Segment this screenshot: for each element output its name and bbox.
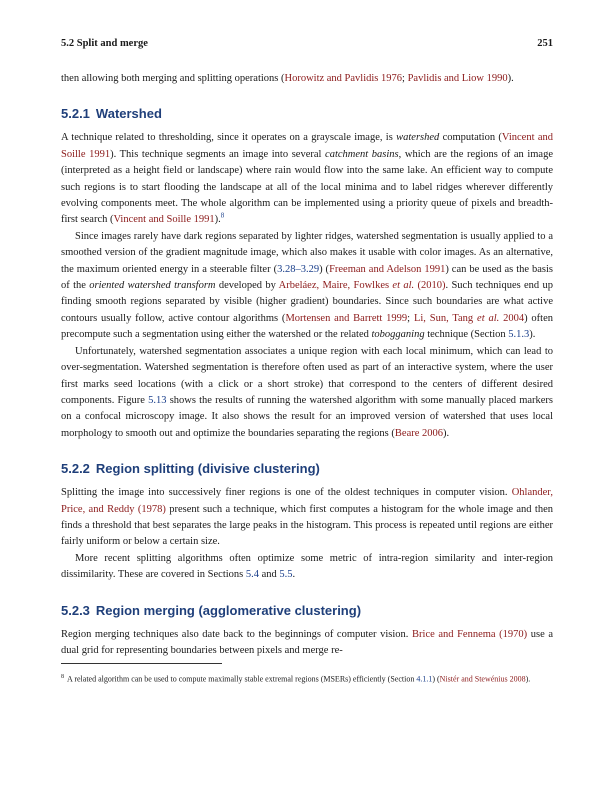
citation-link[interactable]: Arbeláez, Maire, Fowlkes et al. (2010) bbox=[278, 280, 446, 292]
splitting-paragraph-2: More recent splitting algorithms often optimize some metric of intra-region similarity and inter-region dissimilarity. These are covered in Sections 5.4 and 5.5. bbox=[61, 552, 553, 581]
section-link[interactable]: 5.5 bbox=[279, 569, 293, 581]
citation-link[interactable]: Horowitz and Pavlidis 1976 bbox=[284, 73, 403, 84]
figure-link[interactable]: 5.13 bbox=[148, 394, 167, 406]
watershed-paragraph-2: Since images rarely have dark regions separated by lighter ridges, watershed segmentation is usually applied to a smoothed version of the gradient magnitude image, which also makes it usable with color images. As an alternative, the maximum oriented energy in a steerable filter (3.28–3.29) (Freeman and Adelson 1991) can be used as the basis of the oriented watershed transform developed by Arbeláez, Maire, Fowlkes et al. (2010). Such techniques end up finding smooth regions separated by visible (higher gradient) boundaries. Since such boundaries are what active contours usually follow, active contour algorithms (Mortensen and Barrett 1999; Li, Sun, Tang et al. 2004) often precompute such a segmentation using either the watershed or the related tobogganing technique (Section 5.1.3). bbox=[61, 230, 554, 341]
page-number: 251 bbox=[537, 38, 553, 49]
citation-link[interactable]: Freeman and Adelson 1991 bbox=[329, 263, 446, 275]
citation-link[interactable]: Mortensen and Barrett 1999 bbox=[285, 312, 408, 324]
citation-link[interactable]: Nistér and Stewénius 2008 bbox=[439, 675, 526, 685]
footnote-mark: 8 bbox=[61, 674, 64, 681]
watershed-paragraph-1: A technique related to thresholding, since it operates on a grayscale image, is watershed computation (Vincent and Soille 1991). This technique segments an image into several catchment basins, which are the regions of an image (interpreted as a height field or landscape) where rain would flow into the same lake. An efficient way to compute such regions is to start flooding the landscape at all of the local minima and to label ridges wherever differently evolving components meet. The whole algorithm can be implemented using a priority queue of pixels and breadth-first search (Vincent and Soille 1991).$^8$ bbox=[61, 132, 553, 226]
section-link[interactable]: 4.1.1 bbox=[416, 675, 433, 685]
citation-link[interactable]: Pavlidis and Liow 1990 bbox=[407, 73, 508, 84]
citation-link[interactable]: Vincent and Soille 1991 bbox=[113, 214, 215, 226]
citation-link[interactable]: Brice and Fennema (1970) bbox=[412, 628, 528, 640]
splitting-paragraph-1: Splitting the image into successively finer regions is one of the oldest techniques in computer vision. Ohlander, Price, and Reddy (1978) present such a technique, which first computes a histogram for the whole image and then finds a threshold that best separates the large peaks in the histogram. This process is repeated until regions are either fairly uniform or below a certain size. bbox=[61, 487, 553, 548]
equation-link[interactable]: 3.29 bbox=[300, 263, 320, 275]
intro-paragraph: then allowing both merging and splitting operations (Horowitz and Pavlidis 1976; Pavlidis and Liow 1990). bbox=[61, 73, 514, 84]
citation-link[interactable]: Li, Sun, Tang et al. 2004 bbox=[413, 312, 525, 324]
body-text bbox=[61, 71, 553, 686]
merging-paragraph-1: Region merging techniques also date back to the beginnings of computer vision. Brice and Fennema (1970) use a dual grid for representing boundaries between pixels and merge re- bbox=[61, 628, 553, 656]
equation-link[interactable]: 3.28 bbox=[277, 263, 296, 275]
section-heading-region-splitting: 5.2.2 Region splitting (divisive clustering) bbox=[61, 461, 320, 477]
page bbox=[61, 36, 553, 686]
section-link[interactable]: 5.4 bbox=[245, 569, 259, 581]
citation-link[interactable]: Ohlander, Price, and Reddy (1978) bbox=[61, 487, 553, 515]
citation-link[interactable]: Beare 2006 bbox=[394, 427, 444, 439]
footnote-reference[interactable]: 8 bbox=[220, 211, 225, 220]
footnote: $^8$ A related algorithm can be used to compute maximally stable extremal regions (MSERs) efficiently (Section 4.1.1) (Nistér and Stewénius 2008). bbox=[61, 674, 531, 685]
footnote-divider bbox=[61, 663, 222, 664]
section-link[interactable]: 5.1.3 bbox=[508, 329, 530, 341]
watershed-paragraph-3: Unfortunately, watershed segmentation associates a unique region with each local minimum, which can lead to over-segmentation. Watershed segmentation is therefore often used as part of an interactive system, where the user first marks seed locations (with a click or a short stroke) that correspond to the centers of different desired components. Figure 5.13 shows the results of running the watershed algorithm with some manually placed markers on a confocal microscopy image. It also shows the result for an improved version of watershed that uses local morphology to smooth out and optimize the boundaries separating the regions (Beare 2006). bbox=[61, 345, 554, 439]
citation-link[interactable]: Vincent and Soille 1991 bbox=[61, 132, 553, 160]
section-heading-watershed: 5.2.1 Watershed bbox=[61, 106, 162, 122]
running-head-section: 5.2 Split and merge bbox=[61, 38, 148, 49]
running-head bbox=[61, 36, 553, 50]
section-heading-region-merging: 5.2.3 Region merging (agglomerative clustering) bbox=[61, 602, 362, 618]
